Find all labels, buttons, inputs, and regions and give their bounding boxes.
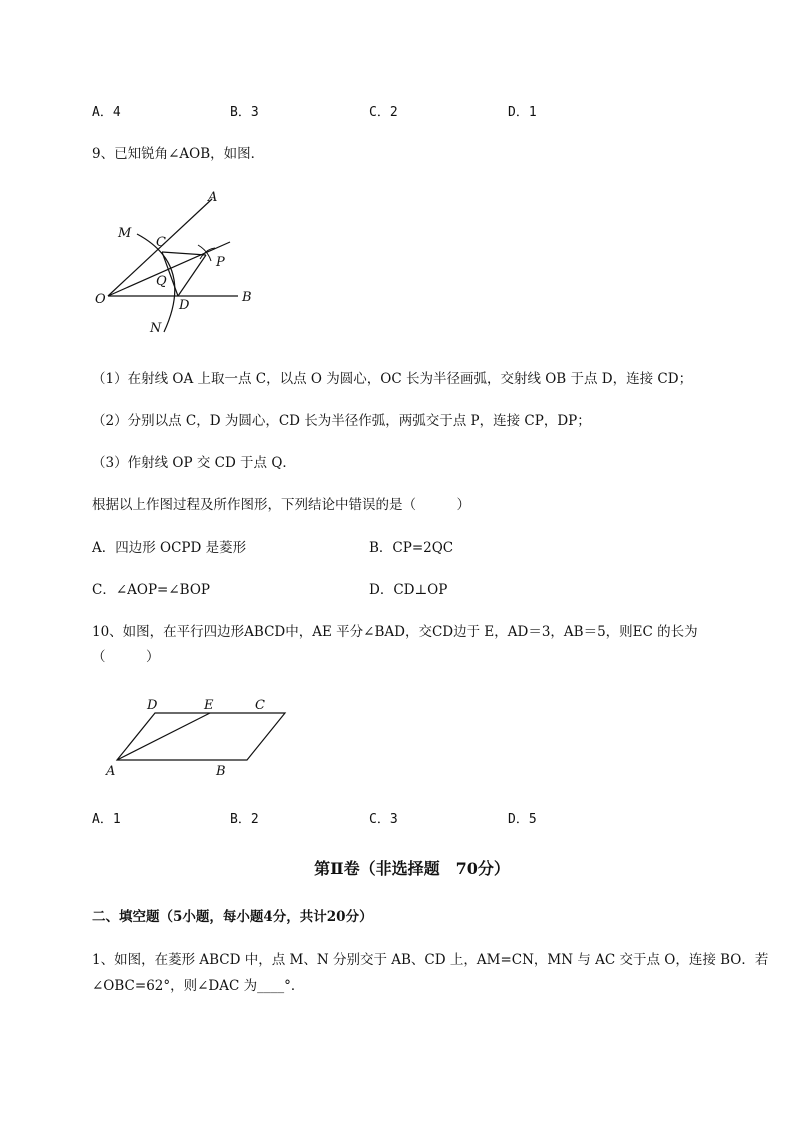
q9-step-2: （2）分别以点 C，D 为圆心，CD 长为半径作弧，两弧交于点 P，连接 CP，DP； xyxy=(92,413,591,429)
q10-option-d: D．5 xyxy=(508,812,537,827)
q9-step-1: （1）在射线 OA 上取一点 C，以点 O 为圆心，OC 长为半径画弧，交射线 OB 于点 D，连接 CD； xyxy=(92,371,693,387)
q9-option-d: D．CD⊥OP xyxy=(369,582,448,598)
q8-option-d: D．1 xyxy=(508,105,537,120)
q10-label-c: C xyxy=(255,698,265,713)
q10-option-a: A．1 xyxy=(92,812,121,827)
q10-label-d: D xyxy=(147,698,158,713)
q9-stem: 9、已知锐角∠AOB，如图． xyxy=(92,146,265,162)
q10-option-b: B．2 xyxy=(230,812,259,827)
section-heading: 二、填空题（5小题，每小题4分，共计20分） xyxy=(92,909,373,925)
q8-option-a: A．4 xyxy=(92,105,121,120)
q9-figure xyxy=(90,185,290,345)
q9-label-b: B xyxy=(242,290,252,305)
fill-q1-line-1: 1、如图，在菱形 ABCD 中，点 M、N 分别交于 AB、CD 上，AM=CN，MN 与 AC 交于点 O，连接 BO．若 xyxy=(92,952,769,968)
q9-label-p: P xyxy=(216,255,225,270)
part2-title: 第Ⅱ卷（非选择题 70分） xyxy=(314,859,510,878)
q9-option-c: C．∠AOP=∠BOP xyxy=(92,582,210,598)
q10-label-a: A xyxy=(106,764,116,779)
q9-step-3: （3）作射线 OP 交 CD 于点 Q． xyxy=(92,455,296,471)
q9-option-b: B．CP=2QC xyxy=(369,540,454,556)
q8-option-c: C．2 xyxy=(369,105,398,120)
q9-question: 根据以上作图过程及所作图形，下列结论中错误的是（ ） xyxy=(92,497,470,513)
q10-label-b: B xyxy=(216,764,226,779)
q10-stem-line-1: 10、如图，在平行四边形ABCD中，AE 平分∠BAD，交CD边于 E，AD＝3，AB＝5，则EC 的长为 xyxy=(92,624,698,640)
q9-label-a: A xyxy=(208,190,218,205)
q9-label-c: C xyxy=(156,235,166,250)
q9-label-q: Q xyxy=(156,274,167,289)
q10-label-e: E xyxy=(204,698,214,713)
q9-label-o: O xyxy=(95,292,106,307)
q10-stem-line-2: （ ） xyxy=(92,649,160,665)
q10-option-c: C．3 xyxy=(369,812,398,827)
q10-figure xyxy=(100,695,300,785)
q8-option-b: B．3 xyxy=(230,105,259,120)
q9-label-d: D xyxy=(179,298,190,313)
q9-option-a: A．四边形 OCPD 是菱形 xyxy=(92,540,247,556)
q9-label-n: N xyxy=(150,321,162,336)
fill-q1-line-2: ∠OBC=62°，则∠DAC 为____°． xyxy=(92,978,305,994)
q9-label-m: M xyxy=(118,226,132,241)
